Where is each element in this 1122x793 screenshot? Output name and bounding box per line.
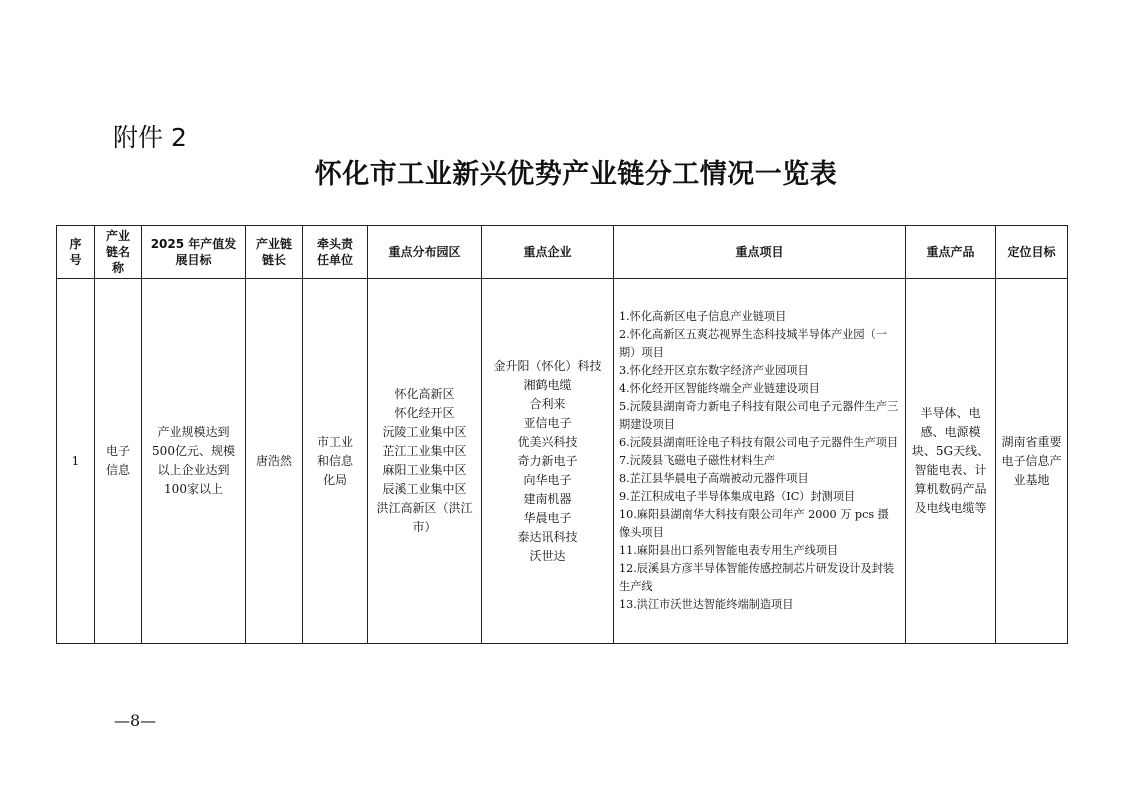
header-chain-leader: 产业链链长 xyxy=(246,226,303,279)
page-title: 怀化市工业新兴优势产业链分工情况一览表 xyxy=(314,159,838,190)
cell-target-2025: 产业规模达到500亿元、规模以上企业达到100家以上 xyxy=(142,279,246,644)
project-item: 9.芷江积成电子半导体集成电路（IC）封测项目 xyxy=(619,490,856,503)
park-item: 辰溪工业集中区 xyxy=(382,482,467,496)
attachment-label: 附件 2 xyxy=(113,123,187,152)
cell-projects xyxy=(614,279,906,644)
enterprise-item: 优美兴科技 xyxy=(517,434,578,449)
enterprise-item: 奇力新电子 xyxy=(517,453,578,468)
project-item: 10.麻阳县湖南华大科技有限公司年产 2000 万 pcs 摄像头项目 xyxy=(619,508,889,539)
industry-chain-table xyxy=(56,225,1068,644)
enterprise-item: 亚信电子 xyxy=(523,415,572,430)
park-item: 麻阳工业集中区 xyxy=(382,463,467,477)
project-item: 7.沅陵县飞磁电子磁性材料生产 xyxy=(619,454,776,467)
cell-lead-unit: 市工业和信息化局 xyxy=(303,279,368,644)
project-item: 8.芷江县华晨电子高端被动元器件项目 xyxy=(619,472,809,485)
cell-chain-name: 电子信息 xyxy=(95,279,142,644)
park-item: 怀化经开区 xyxy=(394,406,455,420)
cell-seq: 1 xyxy=(57,279,95,644)
cell-parks xyxy=(368,279,482,644)
header-seq: 序号 xyxy=(57,226,95,279)
project-item: 11.麻阳县出口系列智能电表专用生产线项目 xyxy=(619,544,839,557)
header-chain-name: 产业链名称 xyxy=(95,226,142,279)
table-header-row xyxy=(57,226,1068,279)
project-item: 2.怀化高新区五爽芯视界生态科技城半导体产业园（一期）项目 xyxy=(619,328,887,359)
cell-positioning: 湖南省重要电子信息产业基地 xyxy=(996,279,1068,644)
header-target-2025: 2025 年产值发展目标 xyxy=(142,226,246,279)
project-item: 5.沅陵县湖南奇力新电子科技有限公司电子元器件生产三期建设项目 xyxy=(619,400,899,431)
header-enterprises: 重点企业 xyxy=(482,226,614,279)
enterprise-item: 合利来 xyxy=(529,396,566,411)
park-item: 沅陵工业集中区 xyxy=(382,425,467,439)
project-item: 4.怀化经开区智能终端全产业链建设项目 xyxy=(619,382,820,395)
project-item: 13.洪江市沃世达智能终端制造项目 xyxy=(619,598,794,611)
enterprise-item: 泰达讯科技 xyxy=(517,529,578,544)
project-item: 3.怀化经开区京东数字经济产业园项目 xyxy=(619,364,809,377)
project-item: 12.辰溪县方彦半导体智能传感控制芯片研发设计及封装生产线 xyxy=(619,562,895,593)
cell-chain-leader: 唐浩然 xyxy=(246,279,303,644)
enterprise-item: 湘鹤电缆 xyxy=(523,377,572,392)
park-item: 怀化高新区 xyxy=(394,387,455,401)
header-lead-unit: 牵头责任单位 xyxy=(303,226,368,279)
header-parks: 重点分布园区 xyxy=(368,226,482,279)
project-item: 1.怀化高新区电子信息产业链项目 xyxy=(619,310,787,323)
table-row xyxy=(57,279,1068,644)
page-number: —8— xyxy=(114,711,157,730)
cell-enterprises xyxy=(482,279,614,644)
enterprise-item: 建南机器 xyxy=(523,491,572,506)
project-list xyxy=(619,308,900,614)
park-item: 洪江高新区（洪江市） xyxy=(376,501,473,534)
enterprise-item: 金升阳（怀化）科技 xyxy=(493,358,602,373)
enterprise-item: 向华电子 xyxy=(523,472,572,487)
enterprise-item: 沃世达 xyxy=(529,548,566,563)
header-projects: 重点项目 xyxy=(614,226,906,279)
header-products: 重点产品 xyxy=(906,226,996,279)
enterprise-item: 华晨电子 xyxy=(523,510,572,525)
cell-products: 半导体、电感、电源模块、5G天线、智能电表、计算机数码产品及电线电缆等 xyxy=(906,279,996,644)
header-positioning: 定位目标 xyxy=(996,226,1068,279)
project-item: 6.沅陵县湖南旺诠电子科技有限公司电子元器件生产项目 xyxy=(619,436,899,449)
park-item: 芷江工业集中区 xyxy=(382,444,467,458)
